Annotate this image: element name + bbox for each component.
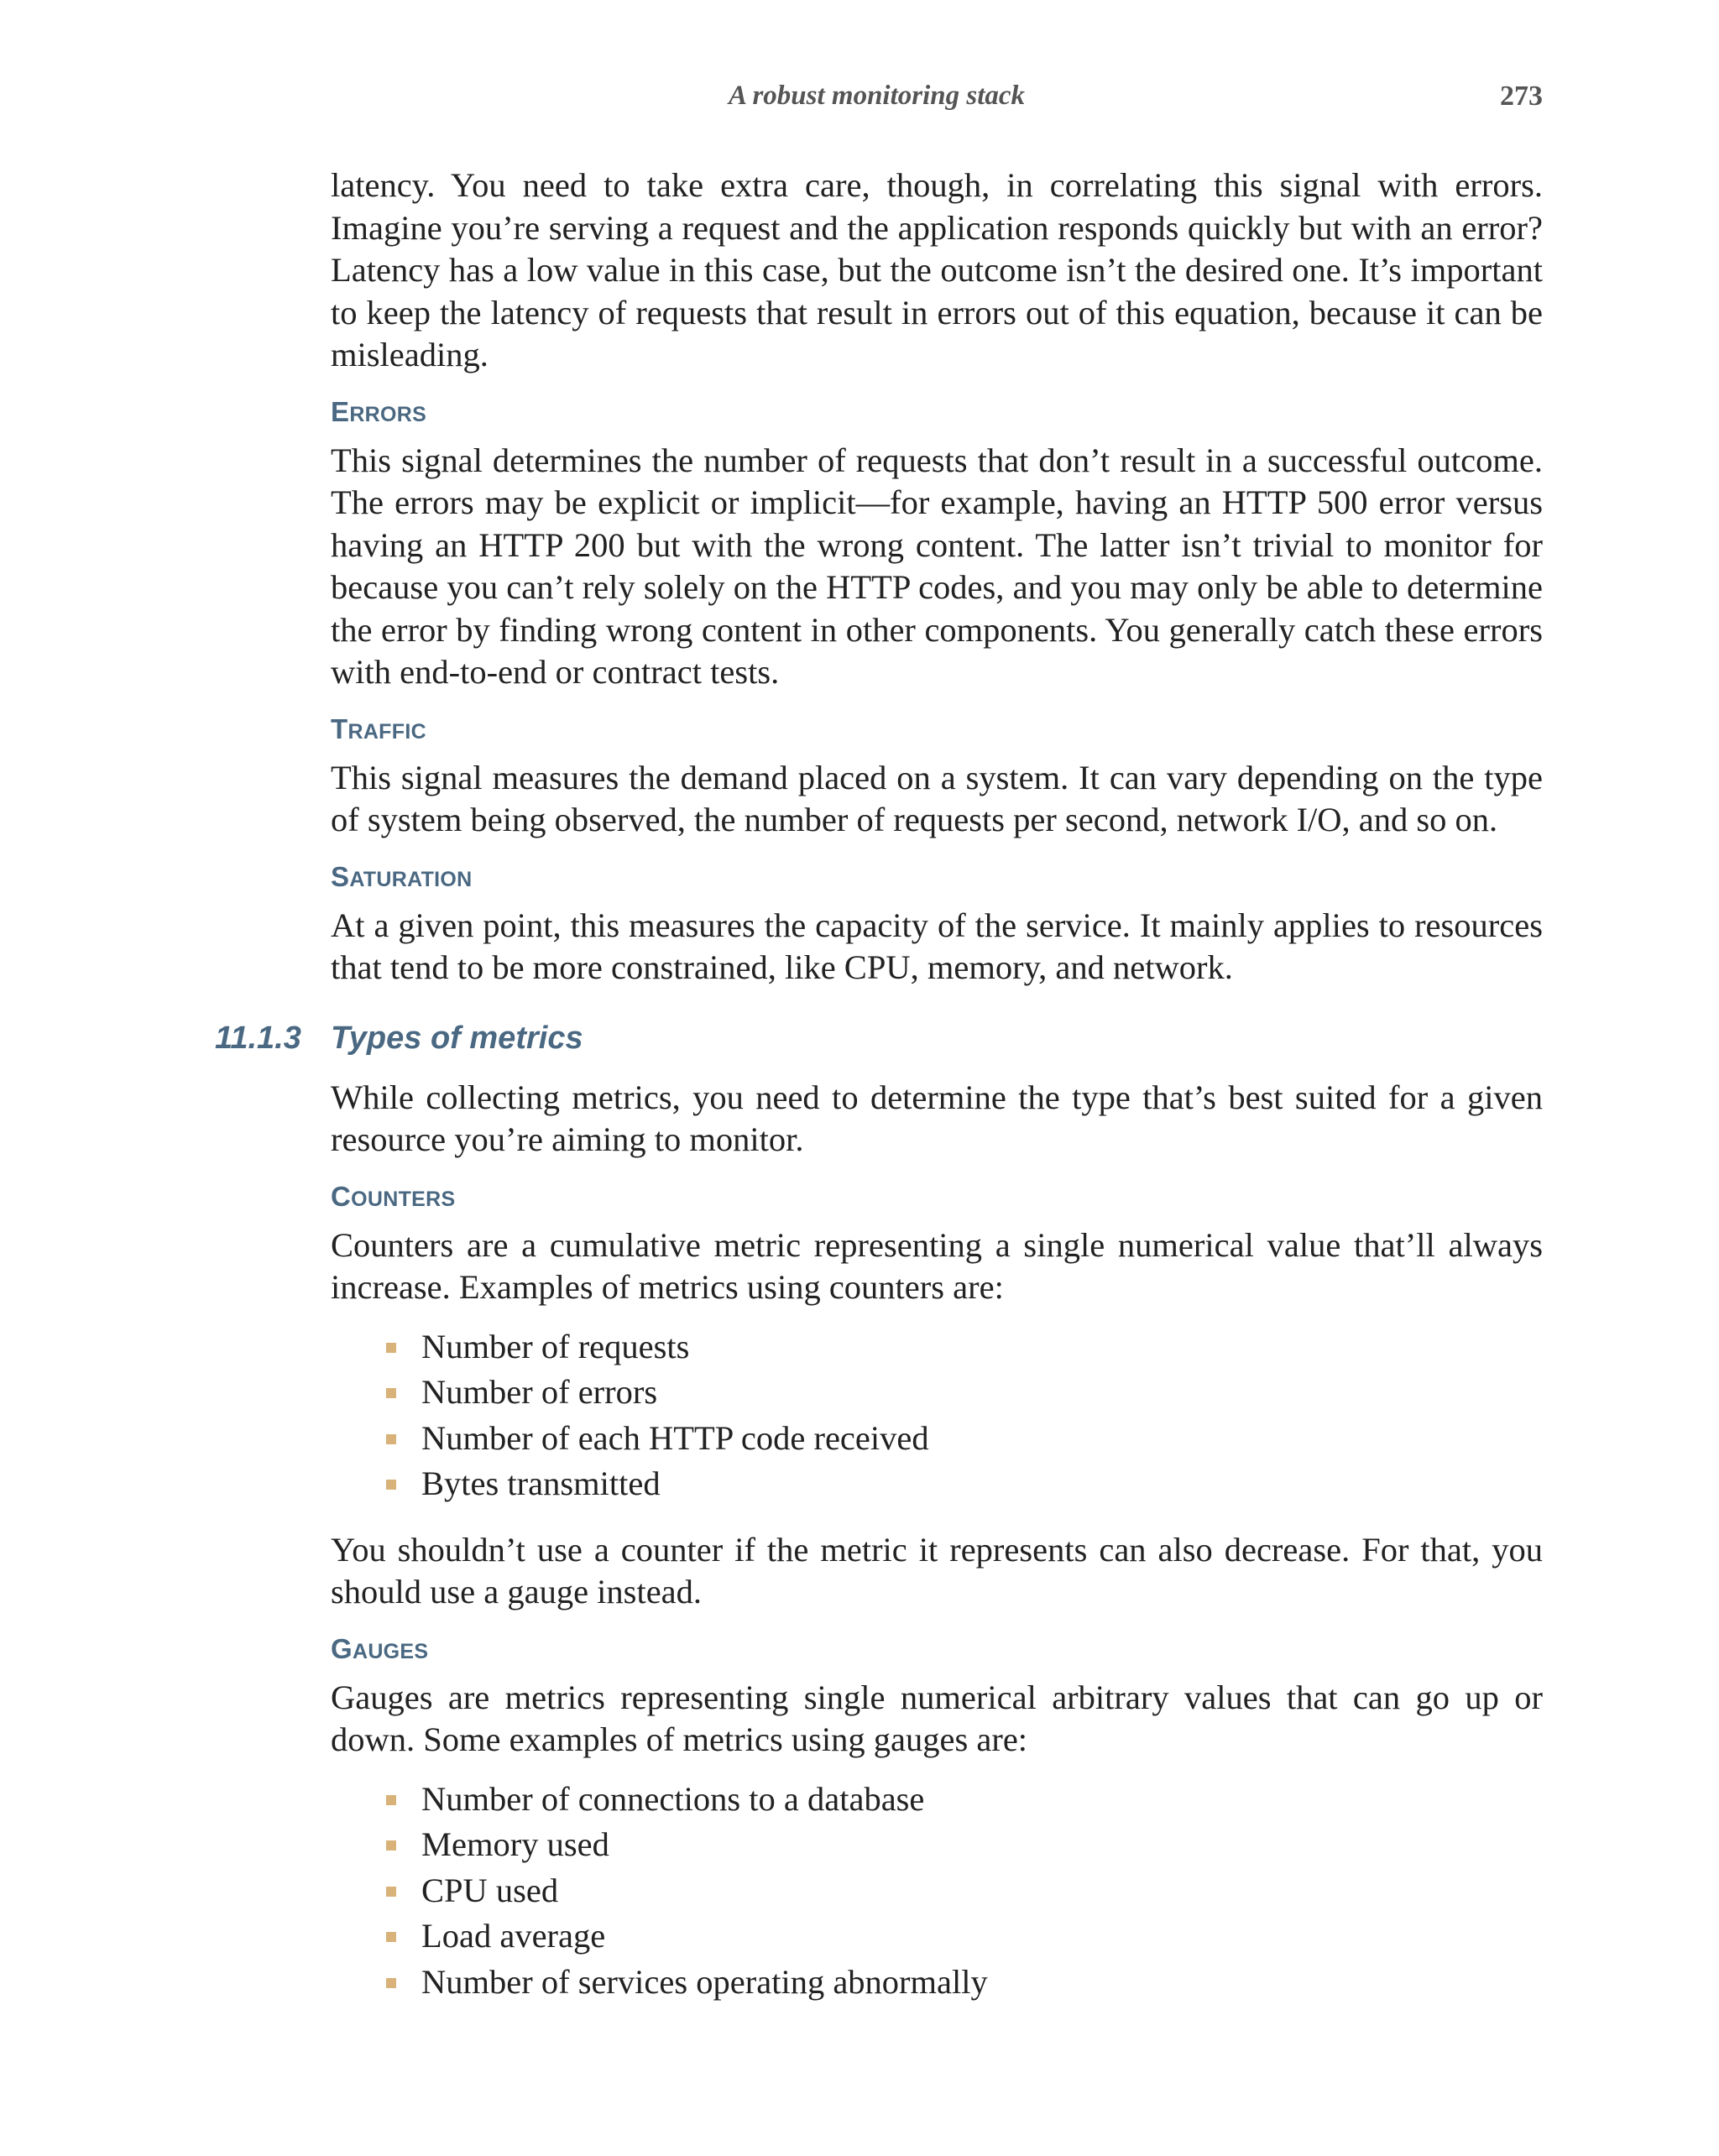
traffic-heading-initial: T — [331, 713, 348, 744]
running-title: A robust monitoring stack — [729, 81, 1026, 111]
square-bullet-icon — [386, 1932, 396, 1942]
counters-after-paragraph: You shouldn’t use a counter if the metric it represents can also decrease. For that, you should use a gauge instead. — [331, 1530, 1543, 1610]
errors-heading — [331, 395, 1543, 431]
page-number: 273 — [1500, 81, 1543, 112]
gauges-list — [331, 1777, 1543, 2006]
list-item-text: Number of each HTTP code received — [421, 1418, 929, 1457]
list-item — [421, 1868, 1543, 1914]
list-item — [421, 1822, 1543, 1868]
saturation-heading — [331, 860, 1543, 896]
counters-heading-initial: C — [331, 1180, 352, 1212]
list-item — [421, 1370, 1543, 1416]
list-item-text: CPU used — [421, 1871, 559, 1909]
traffic-paragraph: This signal measures the demand placed on a system. It can vary depending on the type of system being observed, the number of requests per second, network I/O, and so on. — [331, 758, 1543, 838]
running-header — [0, 81, 1719, 123]
list-item — [421, 1960, 1543, 2006]
gauges-paragraph: Gauges are metrics representing single numerical arbitrary values that can go up or down. Some examples of metrics using gauges are: — [331, 1678, 1543, 1758]
square-bullet-icon — [386, 1840, 396, 1851]
square-bullet-icon — [386, 1795, 396, 1805]
gauges-heading-initial: G — [331, 1632, 353, 1664]
square-bullet-icon — [386, 1480, 396, 1490]
list-item — [421, 1913, 1543, 1960]
errors-heading-rest: RRORS — [349, 402, 427, 426]
saturation-paragraph: At a given point, this measures the capacity of the service. It mainly applies to resources that tend to be more constrained, like CPU, memory, and network. — [331, 906, 1543, 986]
section-heading — [215, 1015, 1543, 1062]
counters-paragraph: Counters are a cumulative metric representing a single numerical value that’ll always increase. Examples of metrics using counters are: — [331, 1225, 1543, 1306]
traffic-heading — [331, 713, 1543, 749]
list-item — [421, 1416, 1543, 1462]
section-title: Types of metrics — [331, 1020, 583, 1056]
list-item-text: Load average — [421, 1917, 606, 1955]
list-item-text: Number of requests — [421, 1327, 690, 1365]
section-intro: While collecting metrics, you need to determine the type that’s best suited for a given resource you’re aiming to monitor. — [331, 1078, 1543, 1158]
counters-heading — [331, 1180, 1543, 1216]
section-number: 11.1.3 — [215, 1020, 301, 1056]
saturation-heading-initial: S — [331, 860, 350, 892]
gauges-heading — [331, 1632, 1543, 1668]
counters-list — [331, 1324, 1543, 1507]
page-body — [215, 164, 1543, 2005]
list-item-text: Number of errors — [421, 1373, 658, 1411]
counters-heading-rest: OUNTERS — [351, 1187, 456, 1211]
square-bullet-icon — [386, 1887, 396, 1897]
errors-heading-initial: E — [331, 395, 350, 427]
list-item-text: Memory used — [421, 1825, 609, 1863]
list-item — [421, 1461, 1543, 1507]
square-bullet-icon — [386, 1434, 396, 1444]
traffic-heading-rest: RAFFIC — [347, 719, 426, 744]
errors-paragraph: This signal determines the number of requests that don’t result in a successful outcome. The errors may be explicit or implicit—for example, having an HTTP 500 error versus having an HTTP 200 but with the wrong content. The latter isn’t trivial to monitor for because you can’t rely solely on the HTTP codes, and you may only be able to determine the error by finding wrong content in other components. You generally catch these errors with end-to-end or contract tests. — [331, 441, 1543, 691]
intro-paragraph: latency. You need to take extra care, though, in correlating this signal with errors. Imagine you’re serving a request and the application responds quickly but with an error? Latency has a low value in this case, but the outcome isn’t the desired one. It’s important to keep the latency of requests that result in errors out of this equation, because it can be misleading. — [331, 166, 1543, 373]
list-item — [421, 1324, 1543, 1370]
square-bullet-icon — [386, 1388, 396, 1398]
list-item-text: Number of services operating abnormally — [421, 1962, 988, 2001]
list-item — [421, 1777, 1543, 1823]
gauges-heading-rest: AUGES — [352, 1639, 429, 1663]
list-item-text: Number of connections to a database — [421, 1779, 925, 1818]
list-item-text: Bytes transmitted — [421, 1464, 661, 1502]
square-bullet-icon — [386, 1343, 396, 1353]
square-bullet-icon — [386, 1978, 396, 1988]
saturation-heading-rest: ATURATION — [349, 867, 473, 891]
